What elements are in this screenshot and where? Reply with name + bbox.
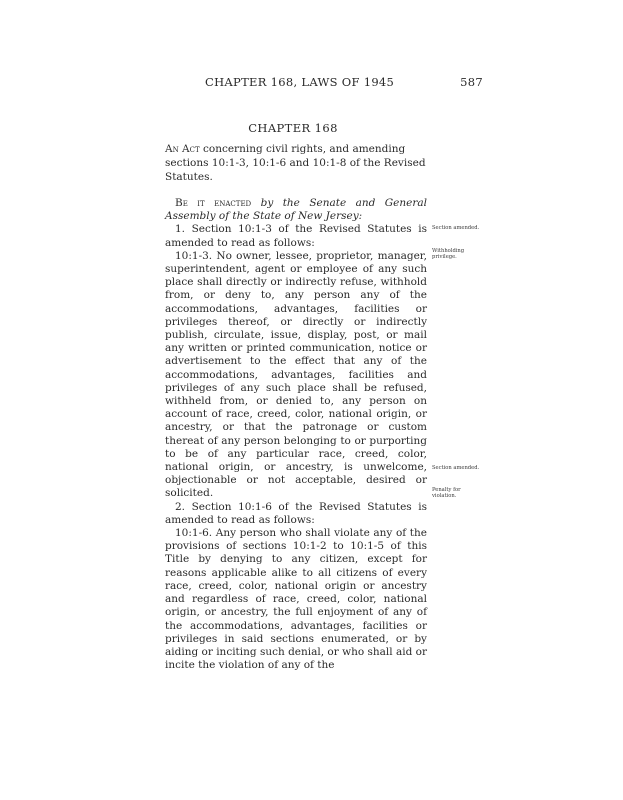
enacting-clause-lead: Be it enacted bbox=[175, 197, 252, 209]
page-number: 587 bbox=[460, 75, 483, 89]
section-1-paragraph: 1. Section 10:1-3 of the Revised Statutes is amended to read as follows: bbox=[165, 223, 427, 249]
section-10-1-6-text: 10:1-6. Any person who shall violate any of the provisions of sections 10:1-2 to 10:1-5 of this Title by denying to any citizen, except for reasons applicable alike to all citizens of every race, creed, color, national origin or ancestry and regardless of race, creed, color, national origin, or ancestry, the full enjoyment of any of the accommodations, advantages, facilities or privileges in said sections enumerated, or by aiding or inciting such denial, or who shall aid or incite the violation of any of the bbox=[165, 527, 428, 672]
section-2-paragraph: 2. Section 10:1-6 of the Revised Statutes is amended to read as follows: bbox=[165, 500, 427, 526]
margin-note-withholding-privilege: Withholding privilege. bbox=[432, 248, 465, 261]
chapter-heading: CHAPTER 168 bbox=[248, 121, 338, 135]
margin-note-section-amended-1: Section amended. bbox=[432, 225, 480, 231]
section-10-1-3-text: 10:1-3. No owner, lessee, proprietor, manager, superintendent, agent or employee of any such place shall directly or indirectly refuse, withhold from, or deny to, any person any of the accommodations, advantages, facilities or privileges thereof, or directly or indirectly publish, circulate, issue, display, post, or mail any written or printed communication, notice or advertisement to the effect that any of the accommodations, advantages, facilities and privileges of any such place shall be refused, withheld from, or denied to, any person on account of race, creed, color, national origin, or ancestry, or that the patronage or custom thereat of any person belonging to or purporting to be of any particular race, creed, color, national origin, or ancestry, is unwelcome, objectionable or not acceptable, desired or solicited. bbox=[165, 249, 427, 500]
running-header-title: CHAPTER 168, LAWS OF 1945 bbox=[205, 75, 395, 89]
margin-note-section-amended-2: Section amended. bbox=[432, 465, 480, 471]
margin-note-penalty-for-violation: Penalty for violation. bbox=[432, 487, 461, 500]
act-title-lead: An Act bbox=[165, 143, 200, 155]
enacting-clause-text: by the Senate and General Assembly of the State of New Jersey: bbox=[165, 197, 427, 223]
running-header bbox=[165, 75, 483, 91]
act-title-text: concerning civil rights, and amending sections 10:1-3, 10:1-6 and 10:1-8 of the Revised Statutes. bbox=[165, 143, 426, 183]
act-title bbox=[165, 142, 430, 184]
enacting-clause bbox=[165, 197, 427, 223]
statute-body bbox=[165, 197, 427, 672]
